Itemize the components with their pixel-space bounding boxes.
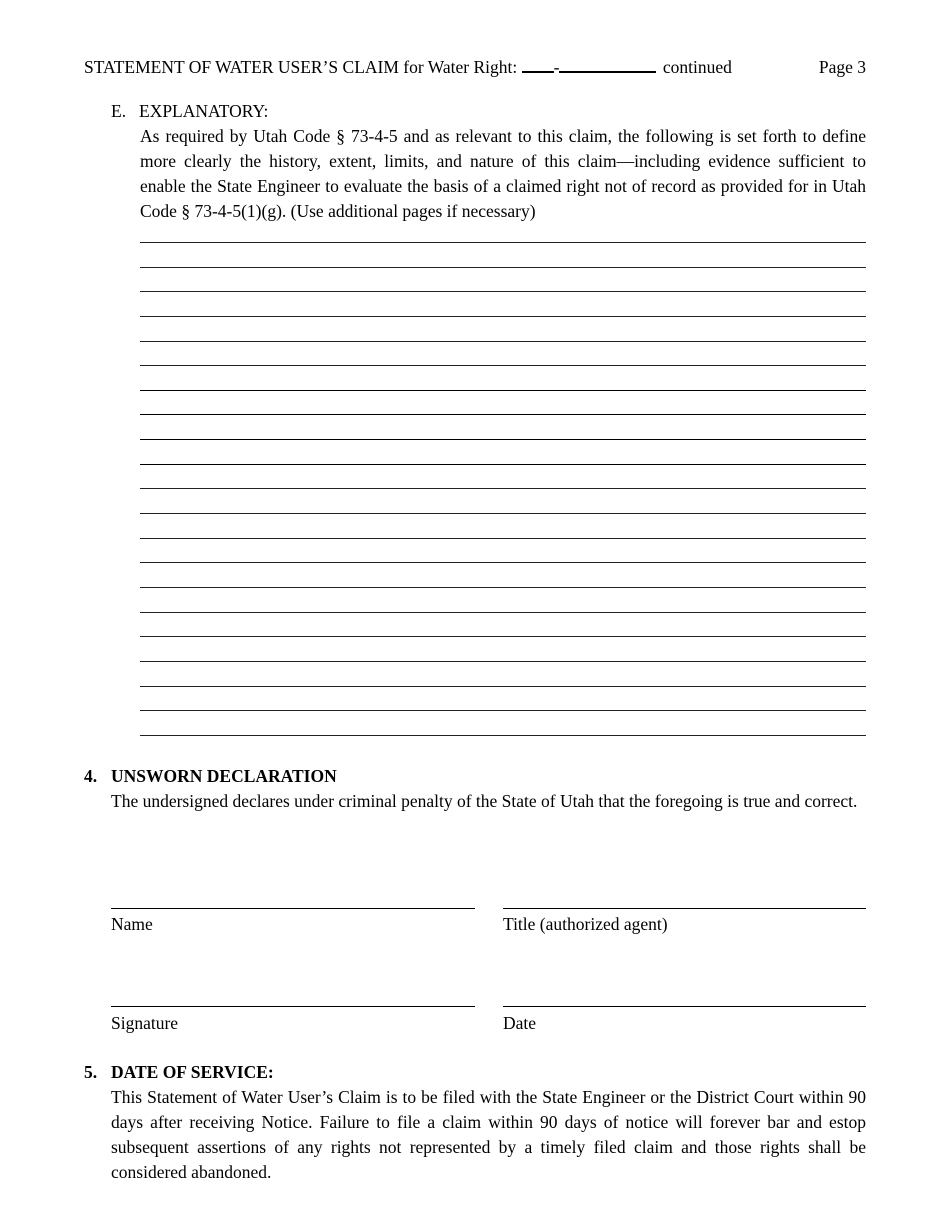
writing-line[interactable] [140,390,866,415]
writing-line[interactable] [140,242,866,267]
writing-line[interactable] [140,661,866,686]
writing-line[interactable] [140,316,866,341]
signature-label: Signature [111,1013,179,1033]
writing-line[interactable] [140,710,866,735]
section-5-title: DATE OF SERVICE: [111,1062,274,1082]
page-header [84,55,866,79]
writing-line[interactable] [140,562,866,587]
date-label: Date [503,1013,537,1033]
title-field-line[interactable] [503,908,866,909]
header-title: STATEMENT OF WATER USER’S CLAIM for Water Right: [84,57,518,77]
writing-line[interactable] [140,587,866,612]
writing-line[interactable] [140,538,866,563]
section-e-title: EXPLANATORY: [139,101,269,121]
writing-line[interactable] [140,414,866,439]
page-number: Page 3 [818,57,866,77]
section-e-instructions: As required by Utah Code § 73-4-5 and as relevant to this claim, the following is set forth to define more clearly the history, extent, limits, and nature of this claim—including evidence sufficient to enable the State Engineer to evaluate the basis of a claimed right not of record as provided for in Utah Code § 73-4-5(1)(g). (Use additional pages if necessary) [140,126,866,221]
explanatory-writing-area[interactable] [140,242,866,736]
section-4-number: 4. [84,766,98,786]
water-right-prefix-blank[interactable] [522,55,554,73]
writing-line[interactable] [140,267,866,292]
title-label: Title (authorized agent) [503,914,668,934]
section-4-title: UNSWORN DECLARATION [111,766,337,786]
writing-line[interactable] [140,291,866,316]
section-e-heading [111,99,268,123]
header-continued: continued [662,57,732,77]
writing-line[interactable] [140,341,866,366]
signature-field-line[interactable] [111,1006,475,1007]
writing-line[interactable] [140,612,866,637]
writing-line[interactable] [140,513,866,538]
section-5-text: This Statement of Water User’s Claim is to be filed with the State Engineer or the District Court within 90 days after receiving Notice. Failure to file a claim within 90 days of notice will forever bar and estop subsequent assertions of any rights not represented by a timely filed claim and those rights shall be considered abandoned. [111,1087,866,1182]
water-right-number-blank[interactable] [559,55,656,73]
name-label: Name [111,914,153,934]
writing-line[interactable] [140,488,866,513]
name-field-line[interactable] [111,908,475,909]
writing-line[interactable] [140,636,866,661]
date-field-line[interactable] [503,1006,866,1007]
section-e-letter: E. [111,101,127,121]
writing-line[interactable] [140,365,866,390]
writing-line[interactable] [140,735,866,736]
section-4-declaration: The undersigned declares under criminal penalty of the State of Utah that the foregoing is true and correct. [111,791,858,811]
writing-line[interactable] [140,686,866,711]
header-dash: - [553,57,560,77]
writing-line[interactable] [140,464,866,489]
section-5-number: 5. [84,1062,98,1082]
writing-line[interactable] [140,439,866,464]
